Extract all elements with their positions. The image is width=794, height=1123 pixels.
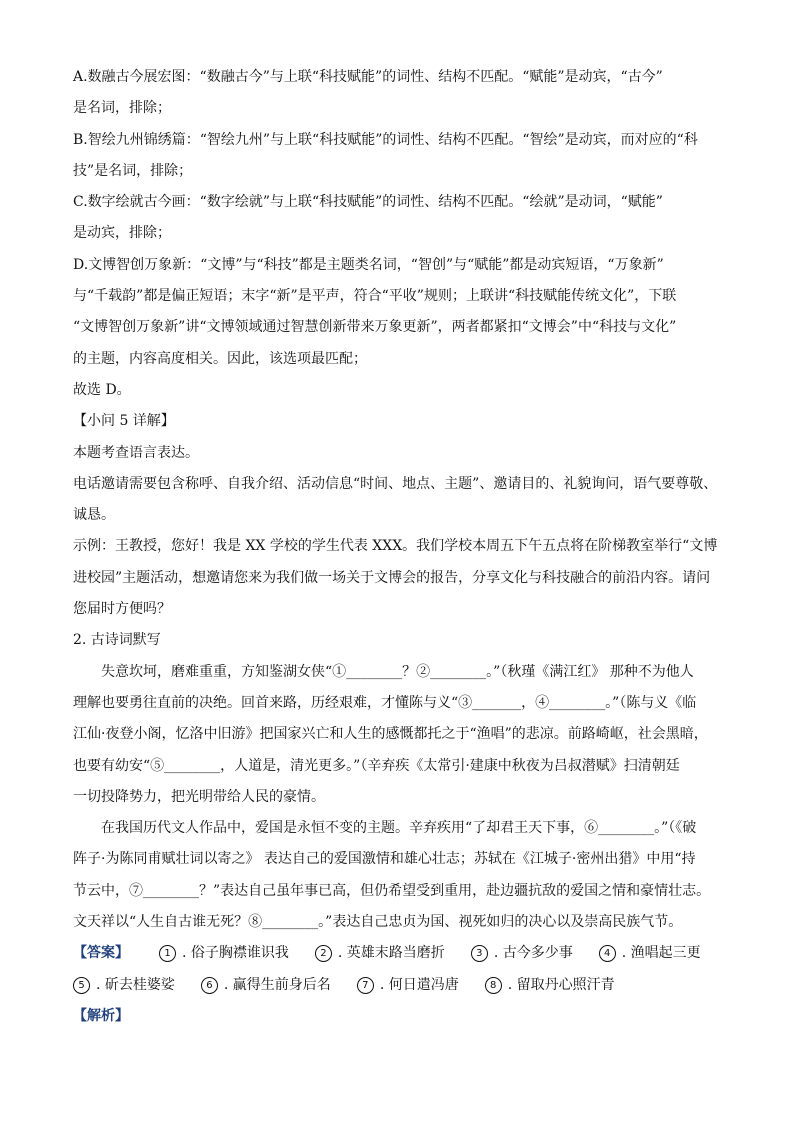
answer-item-8 — [485, 970, 615, 1001]
poem-paragraph-1-line-2: 理解也要勇往直前的决绝。回首来路，历经艰难，才懂陈与义“③_______，④________。”（陈与义《临 — [73, 694, 697, 711]
text-line-option-c-1: C.数字绘就古今画：“数字绘就”与上联“科技赋能”的词性、结构不匹配。“绘就”是动词，“赋能” — [73, 194, 663, 211]
document-page — [73, 62, 733, 1032]
answer-row-1 — [73, 938, 733, 969]
answer-label: 【答案】 — [73, 945, 129, 962]
answer-item-1 — [159, 938, 289, 969]
circled-number: 5 — [73, 977, 90, 994]
text-line-option-c-2: 是动宾，排除； — [73, 225, 171, 242]
text-line-option-a-2: 是名词，排除； — [73, 100, 171, 117]
circled-number: 2 — [315, 945, 332, 962]
text-line-option-a-1: A.数融古今展宏图：“数融古今”与上联“科技赋能”的词性、结构不匹配。“赋能”是动宾，“古今” — [73, 69, 663, 85]
poem-paragraph-2-line-1: 在我国历代文人作品中，爱国是永恒不变的主题。辛弃疾用“了却君王天下事，⑥________。”（《破 — [101, 820, 697, 837]
text-line-q5-example-3: 您届时方便吗？ — [73, 601, 171, 618]
circled-number: 3 — [471, 945, 488, 962]
answer-item-6 — [201, 970, 331, 1001]
answer-text: . 古今多少事 — [493, 945, 573, 962]
analysis-label: 【解析】 — [73, 1007, 129, 1024]
poem-paragraph-1-line-5: 一切投降势力，把光明带给人民的豪情。 — [73, 788, 325, 805]
circled-number: 6 — [201, 977, 218, 994]
poem-paragraph-1-line-1: 失意坎坷，磨难重重，方知鉴湖女侠“①________？②________。”（秋瑾《满江红》 那种不为他人 — [101, 663, 694, 680]
answer-item-2 — [315, 938, 445, 969]
answer-text: . 斫去桂婆娑 — [96, 976, 175, 993]
text-line-q5-example-1: 示例：王教授，您好！我是 XX 学校的学生代表 XXX。我们学校本周五下午五点将在阶梯教室举行“文博 — [73, 538, 718, 555]
circled-number: 8 — [485, 977, 502, 994]
answer-text: . 渔唱起三更 — [621, 945, 701, 962]
text-line-q5-example-2: 进校园”主题活动，想邀请您来为我们做一场关于文博会的报告，分享文化与科技融合的前沿内容。请问 — [73, 569, 711, 586]
text-line-q5-req-2: 诚恳。 — [73, 507, 115, 524]
section-heading-q5: 【小问 5 详解】 — [73, 413, 175, 430]
answer-text: . 赢得生前身后名 — [223, 976, 331, 993]
answer-text: . 英雄末路当磨折 — [337, 945, 445, 962]
poem-paragraph-2-line-3: 节云中，⑦________？”表达自己虽年事已高，但仍希望受到重用，赴边疆抗敌的爱国之情和豪情壮志。 — [73, 882, 711, 899]
answer-item-7 — [357, 970, 459, 1001]
text-line-q5-req-1: 电话邀请需要包含称呼、自我介绍、活动信息“时间、地点、主题”、邀请目的、礼貌询问，语气要尊敬、 — [73, 475, 718, 492]
circled-number: 1 — [159, 945, 176, 962]
question-heading-2: 2. 古诗词默写 — [73, 632, 161, 649]
answer-row-2 — [73, 970, 733, 1001]
answer-item-4 — [599, 938, 701, 969]
text-line-option-d-2: 与“千载韵”都是偏正短语；末字“新”是平声，符合“平收”规则；上联讲“科技赋能传统文化”，下联 — [73, 288, 677, 305]
text-line-option-d-3: “文博智创万象新”讲“文博领域通过智慧创新带来万象更新”，两者都紧扣“文博会”中“科技与文化” — [73, 319, 677, 336]
poem-paragraph-1-line-4: 也要有幼安“⑤________，人道是，清光更多。”（辛弃疾《太常引·建康中秋夜为吕叔潜赋》扫清朝廷 — [73, 757, 680, 774]
answer-item-3 — [471, 938, 573, 969]
circled-number: 7 — [357, 977, 374, 994]
poem-paragraph-1-line-3: 江仙·夜登小阁，忆洛中旧游》把国家兴亡和人生的感慨都托之于“渔唱”的悲凉。前路崎岖，社会黑暗， — [73, 726, 708, 743]
text-line-option-b-2: 技”是名词，排除； — [73, 162, 193, 179]
analysis-row — [73, 1001, 733, 1032]
answer-text: . 俗子胸襟谁识我 — [182, 945, 289, 962]
answer-text: . 何日遣冯唐 — [379, 976, 459, 993]
poem-paragraph-2-line-2: 阵子·为陈同甫赋壮词以寄之》 表达自己的爱国激情和雄心壮志；苏轼在《江城子·密州出猎》中用“持 — [73, 851, 696, 868]
answer-item-5 — [73, 970, 175, 1001]
text-line-option-d-4: 的主题，内容高度相关。因此，该选项最匹配； — [73, 350, 367, 367]
text-line-q5-topic: 本题考查语言表达。 — [73, 444, 199, 461]
text-line-conclusion: 故选 D。 — [73, 381, 131, 398]
answer-text: . 留取丹心照汗青 — [507, 976, 615, 993]
circled-number: 4 — [599, 945, 616, 962]
poem-paragraph-2-line-4: 文天祥以“人生自古谁无死？⑧________。”表达自己忠贞为国、视死如归的决心以及崇高民族气节。 — [73, 914, 683, 931]
text-line-option-d-1: D.文博智创万象新：“文博”与“科技”都是主题类名词，“智创”与“赋能”都是动宾短语，“万象新” — [73, 256, 664, 273]
text-line-option-b-1: B.智绘九州锦绣篇：“智绘九州”与上联“科技赋能”的词性、结构不匹配。“智绘”是动宾，而对应的“科 — [73, 131, 698, 148]
